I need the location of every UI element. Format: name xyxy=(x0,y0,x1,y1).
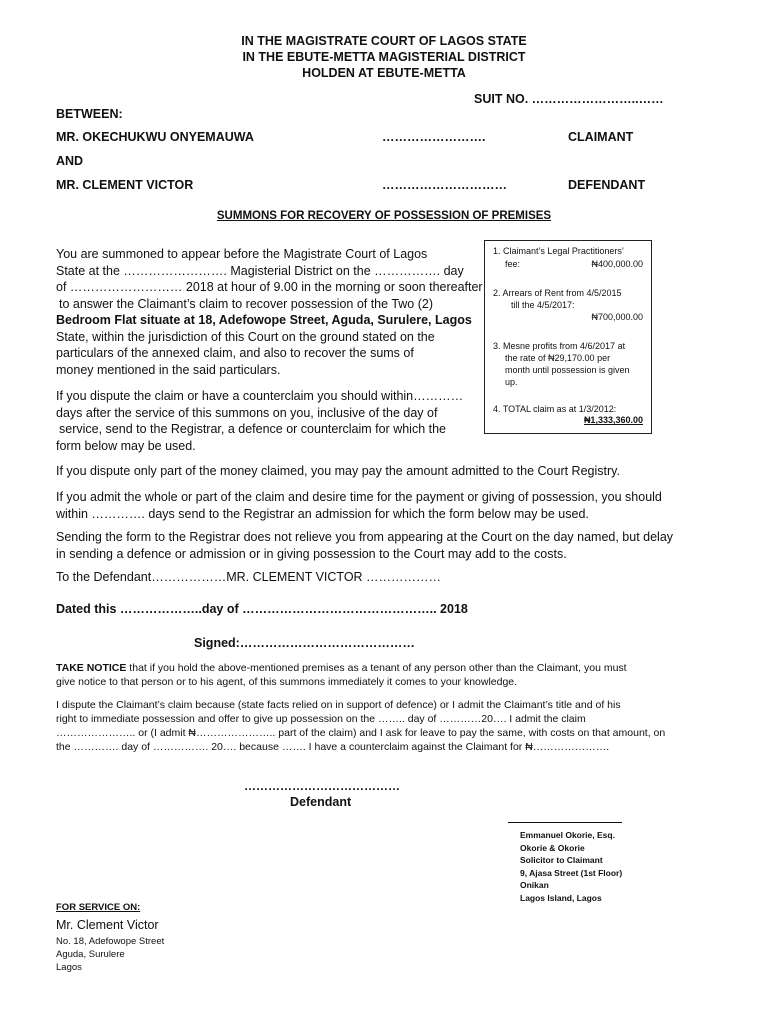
defendant-dots: ………………………… xyxy=(382,178,507,192)
intro-paragraph xyxy=(56,246,483,378)
service-address: No. 18, Adefowope Street Aguda, Surulere Lagos xyxy=(56,936,165,973)
holden-title: HOLDEN AT EBUTE-METTA xyxy=(302,66,466,80)
defendant-name: MR. CLEMENT VICTOR xyxy=(56,178,194,192)
claim-item-1: 1. Claimant’s Legal Practitioners’ xyxy=(493,246,624,256)
solicitor-signature-line xyxy=(508,822,622,823)
admit-paragraph: If you admit the whole or part of the claim and desire time for the payment or giving of possession, you should within …………. days send to the Registrar an admission for which the form below may be used. xyxy=(56,490,662,521)
intro-line: to answer the Claimant’s claim to recover possession of the Two (2) xyxy=(59,296,434,311)
solicitor-block: Emmanuel Okorie, Esq. Okorie & Okorie Solicitor to Claimant 9, Ajasa Street (1st Floor) Onikan Lagos Island, Lagos xyxy=(520,830,623,903)
between-label: BETWEEN: xyxy=(56,107,123,121)
service-heading: FOR SERVICE ON: xyxy=(56,902,141,913)
claimant-role: CLAIMANT xyxy=(568,130,634,144)
claimant-dots: ……………………. xyxy=(382,130,486,144)
claim-item-2-amount: ₦700,000.00 xyxy=(591,312,643,322)
claim-total-amount: ₦1,333,360.00 xyxy=(583,415,643,425)
claimant-name: MR. OKECHUKWU ONYEMAUWA xyxy=(56,130,254,144)
district-title: IN THE EBUTE-METTA MAGISTERIAL DISTRICT xyxy=(242,50,526,64)
claim-item-2: 2. Arrears of Rent from 4/5/2015 xyxy=(493,288,622,298)
court-title: IN THE MAGISTRATE COURT OF LAGOS STATE xyxy=(241,34,527,48)
sending-paragraph: Sending the form to the Registrar does not relieve you from appearing at the Court on the day named, but delay in sending a defence or admission or in giving possession to the Court may add to the costs. xyxy=(56,530,674,561)
intro-line: of ……………………… 2018 at hour of 9.00 in the morning or soon thereafter xyxy=(56,280,483,294)
defendant-role: DEFENDANT xyxy=(568,178,646,192)
intro-line: State at the ……………………. Magisterial District on the ……………. day xyxy=(56,263,464,278)
claim-item-4: 4. TOTAL claim as at 1/3/2012: xyxy=(493,404,617,414)
summons-title: SUMMONS FOR RECOVERY OF POSSESSION OF PREMISES xyxy=(216,210,552,222)
claim-particulars-box: 1. Claimant’s Legal Practitioners’ fee: ₦400,000.00 2. Arrears of Rent from 4/5/2015 till the 4/5/2017: ₦700,000.00 3. Mesne profits from 4/6/2017 at the rate of ₦29,170.00 per month until possession is given up. 4. TOTAL claim as at 1/3/2012: ₦1,333,360.00 xyxy=(484,240,652,434)
dispute-paragraph: If you dispute the claim or have a counterclaim you should within………… days after the service of this summons on you, inclusive of the day of service, send to the Registrar, a defence or counterclaim for which the form below may be used. xyxy=(56,389,464,453)
signed-line: Signed:…………………………………… xyxy=(194,636,415,650)
intro-line: particulars of the annexed claim, and also to recover the sums of xyxy=(56,346,414,360)
take-notice-paragraph: TAKE NOTICE that if you hold the above-mentioned premises as a tenant of any person other than the Claimant, you must give notice to that person or to his agent, of this summons immediately it comes to your knowledge. xyxy=(56,662,627,688)
part-money-paragraph: If you dispute only part of the money claimed, you may pay the amount admitted to the Court Registry. xyxy=(56,464,620,478)
intro-line: State, within the jurisdiction of this Court on the ground stated on the xyxy=(56,329,435,344)
dispute-form-paragraph: I dispute the Claimant’s claim because (state facts relied on in support of defence) or I admit the Claimant’s title and of his right to immediate possession and offer to give up possession on the …….. day of …………20…. I admit the claim ………………….. or (I admit ₦………………….. part of the claim) and I ask for leave to pay the same, with costs on that amount, on the …………. day of ……………. 20…. because ……. I have a counterclaim against the Claimant for ₦…………………. xyxy=(56,699,666,753)
claim-item-1-amount: ₦400,000.00 xyxy=(591,259,643,269)
suit-number: SUIT NO. ……………………..…… xyxy=(474,92,664,106)
claim-item-3: 3. Mesne profits from 4/6/2017 at xyxy=(493,341,626,351)
service-name: Mr. Clement Victor xyxy=(56,918,159,932)
defendant-signature-dots: ………………………………… xyxy=(244,779,400,793)
dated-line: Dated this ………………..day of ……………………………………….. 2018 xyxy=(56,602,468,616)
to-defendant-line: To the Defendant………………MR. CLEMENT VICTOR ……………… xyxy=(56,570,442,584)
intro-line: You are summoned to appear before the Magistrate Court of Lagos xyxy=(56,247,428,261)
defendant-signature-label: Defendant xyxy=(290,795,352,809)
intro-line: Bedroom Flat situate at 18, Adefowope Street, Aguda, Surulere, Lagos xyxy=(56,313,472,327)
and-label: AND xyxy=(56,154,84,168)
intro-line: money mentioned in the said particulars. xyxy=(56,362,281,377)
